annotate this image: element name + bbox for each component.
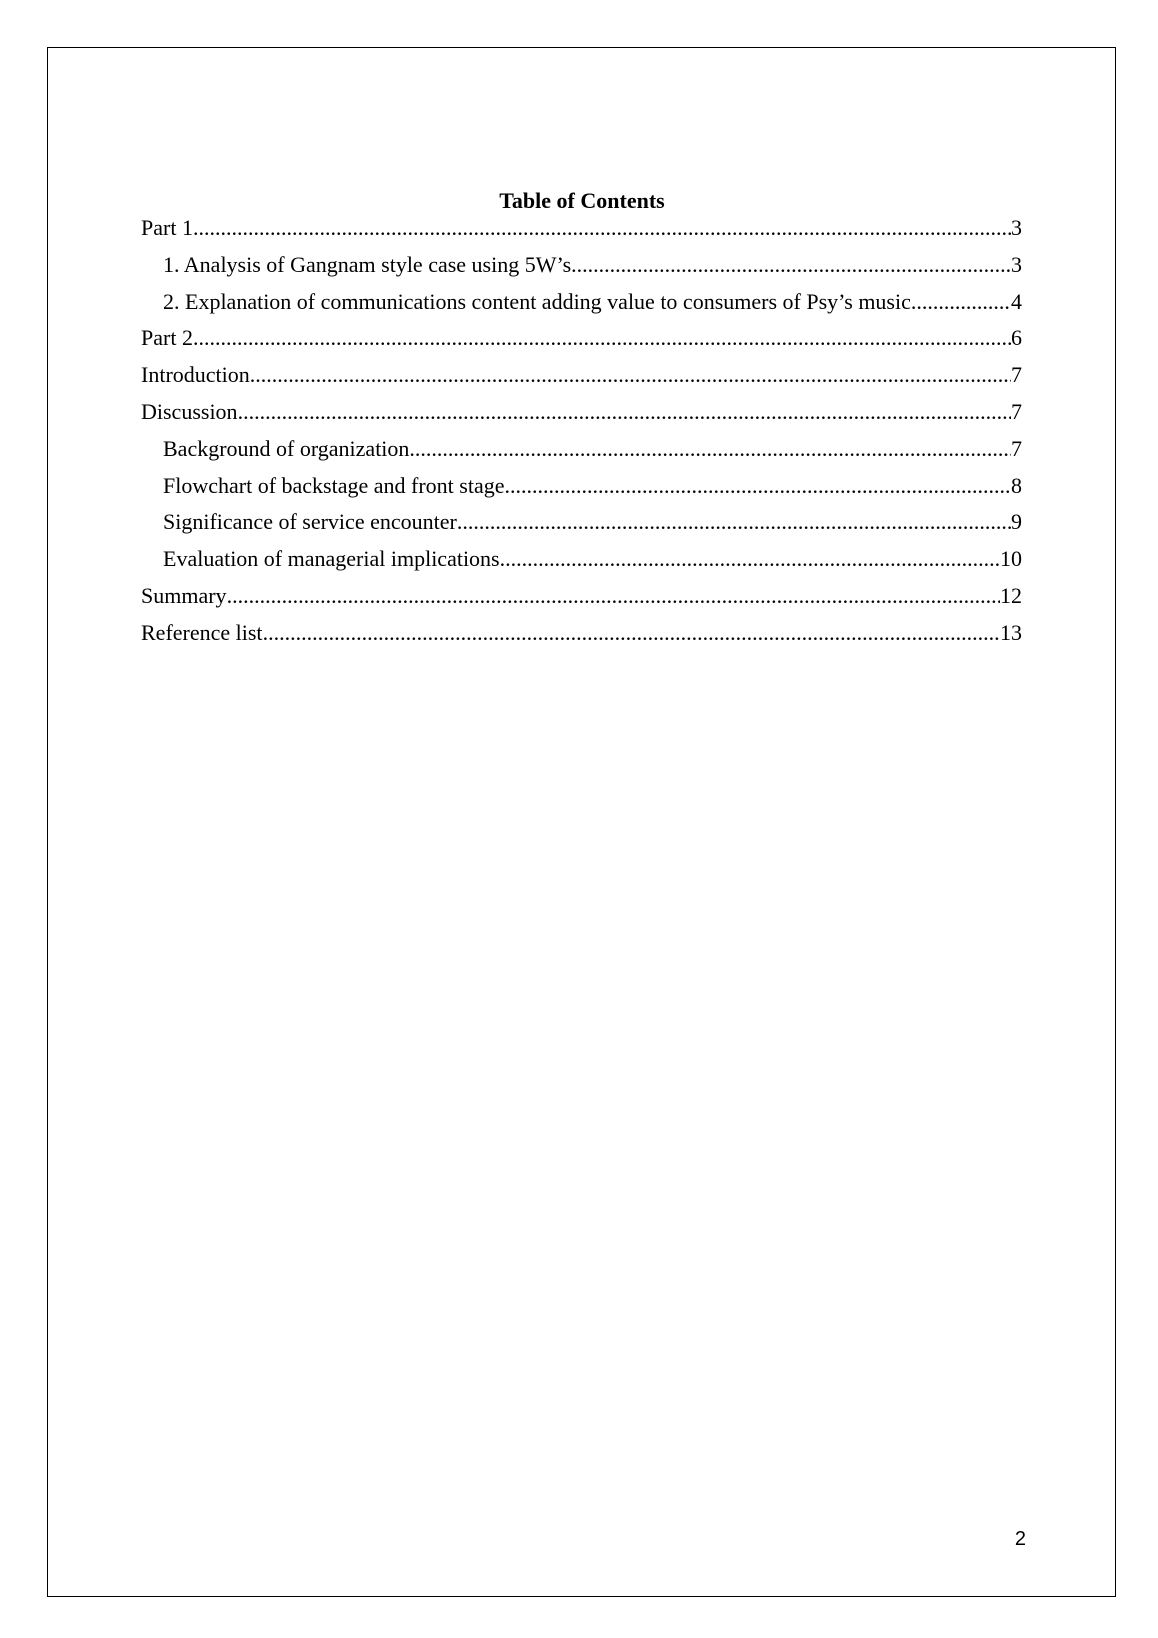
toc-title: Table of Contents: [499, 188, 665, 213]
toc-dot-leader: [250, 360, 1011, 390]
toc-entry-label: Flowchart of backstage and front stage: [163, 472, 505, 498]
toc-entry-part-2[interactable]: [141, 323, 1022, 360]
toc-entry-introduction[interactable]: [141, 360, 1022, 397]
toc-entry-label: Summary: [141, 582, 227, 608]
toc-dot-leader: [238, 397, 1011, 427]
toc-entry-page: 7: [1011, 435, 1022, 461]
toc-dot-leader: [505, 471, 1012, 501]
toc-entry-label: 2. Explanation of communications content adding value to consumers of Psy’s music: [163, 288, 911, 314]
toc-entry-label: Reference list: [141, 619, 263, 645]
toc-entry-label: Part 1: [141, 215, 193, 240]
toc-entry-page: 9: [1011, 509, 1022, 535]
toc-entry-managerial-implications[interactable]: [141, 544, 1022, 581]
toc-dot-leader: [457, 507, 1011, 537]
toc-dot-leader: [193, 213, 1011, 243]
toc-entry-page: 13: [1000, 619, 1022, 645]
toc-entry-summary[interactable]: [141, 581, 1022, 618]
toc-entry-page: 7: [1011, 398, 1022, 424]
toc-entry-page: 3: [1011, 215, 1022, 240]
toc-entry-page: 6: [1011, 325, 1022, 351]
toc-dot-leader: [193, 323, 1011, 353]
toc-entry-label: Background of organization: [163, 435, 410, 461]
toc-entry-label: Evaluation of managerial implications: [163, 546, 500, 572]
toc-entry-communications-content[interactable]: [141, 287, 1022, 324]
toc-entry-label: Significance of service encounter: [163, 509, 457, 535]
toc-entry-label: Part 2: [141, 325, 193, 351]
toc-entry-discussion[interactable]: [141, 397, 1022, 434]
toc-dot-leader: [409, 434, 1011, 464]
toc-entry-service-encounter[interactable]: [141, 507, 1022, 544]
toc-entry-page: 7: [1011, 362, 1022, 388]
toc-entry-label: Introduction: [141, 362, 250, 388]
toc-entry-page: 4: [1011, 288, 1022, 314]
toc-entry-flowchart[interactable]: [141, 471, 1022, 508]
toc-dot-leader: [263, 618, 1000, 648]
toc-entry-background-organization[interactable]: [141, 434, 1022, 471]
toc-dot-leader: [227, 581, 1000, 611]
toc-entry-page: 8: [1011, 472, 1022, 498]
toc-entry-reference-list[interactable]: [141, 618, 1022, 655]
toc-entry-page: 3: [1011, 251, 1022, 277]
toc-dot-leader: [571, 250, 1011, 280]
toc-entry-label: Discussion: [141, 398, 238, 424]
toc-entry-analysis-gangnam[interactable]: [141, 250, 1022, 287]
table-of-contents: [141, 213, 1022, 655]
toc-entry-page: 12: [1000, 582, 1022, 608]
toc-dot-leader: [500, 544, 1000, 574]
toc-dot-leader: [911, 287, 1011, 317]
toc-entry-label: 1. Analysis of Gangnam style case using 5W’s: [163, 251, 572, 277]
page-number: 2: [1014, 1528, 1026, 1550]
toc-entry-part-1[interactable]: [141, 213, 1022, 250]
toc-entry-page: 10: [1000, 546, 1022, 572]
